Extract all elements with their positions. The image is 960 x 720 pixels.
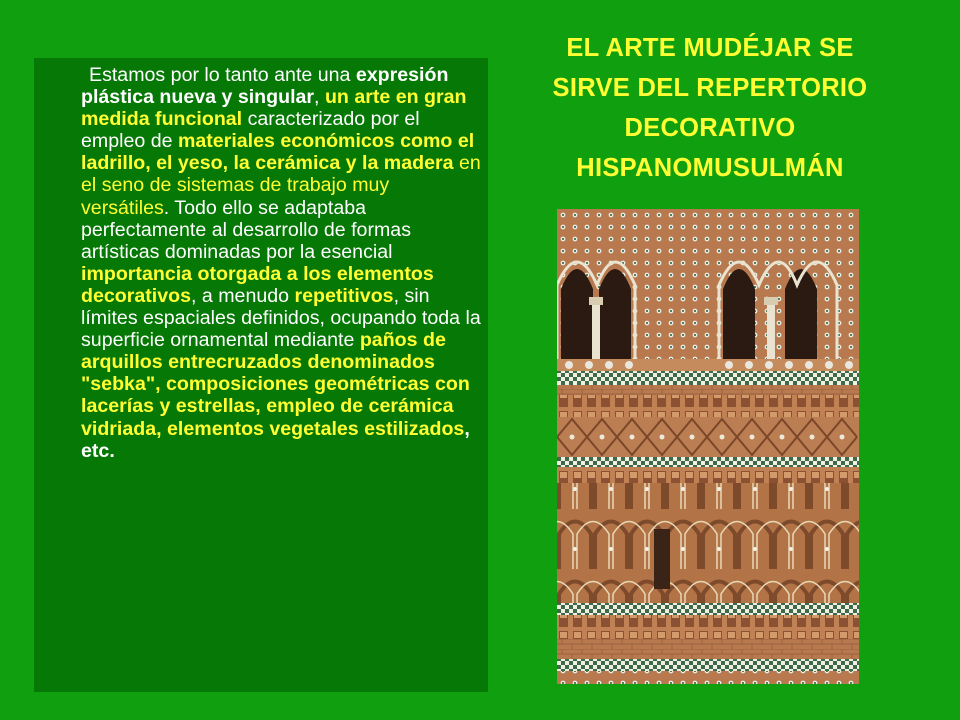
ceramic-checker-band [557, 371, 859, 385]
sebka-arcade-panel [557, 483, 859, 603]
mudejar-tower-photo [557, 209, 859, 684]
body-segment: un arte en gran medida funcional [81, 86, 467, 131]
body-text [81, 64, 481, 462]
slide-title [505, 28, 915, 188]
body-segment: materiales económicos como el ladrillo, el yeso, la cerámica y la madera [81, 130, 475, 175]
title-line: HISPANOMUSULMÁN [576, 154, 844, 182]
body-segment: , etc. [81, 417, 470, 462]
title-line: DECORATIVO [624, 114, 796, 142]
balustrade [557, 359, 859, 371]
body-segment: importancia otorgada a los elementos decorativos [81, 262, 434, 307]
body-segment: , a menudo [191, 284, 295, 307]
body-segment: , [314, 86, 325, 109]
dentil-band [557, 395, 859, 417]
body-segment: en el seno de sistemas de trabajo muy versátiles [81, 152, 481, 219]
body-segment: Estamos por lo tanto ante una [89, 64, 356, 86]
title-line: EL ARTE MUDÉJAR SE [566, 34, 854, 62]
body-segment: . Todo ello se adaptaba perfectamente al desarrollo de formas artísticas dominadas por la esencial [81, 196, 411, 263]
title-line: SIRVE DEL REPERTORIO [552, 74, 868, 102]
body-segment: paños de arquillos entrecruzados denominados "sebka", composiciones geométricas con lacerías y estrellas, empleo de cerámica vidriada, elementos vegetales estilizados [81, 329, 470, 440]
body-segment: , sin límites espaciales definidos, ocupando toda la superficie ornamental mediante [81, 284, 481, 352]
slit-window [654, 529, 670, 589]
body-segment: repetitivos [294, 284, 394, 307]
body-segment: caracterizado por el empleo de [81, 108, 420, 153]
body-segment: expresión plástica nueva y singular [81, 64, 449, 109]
